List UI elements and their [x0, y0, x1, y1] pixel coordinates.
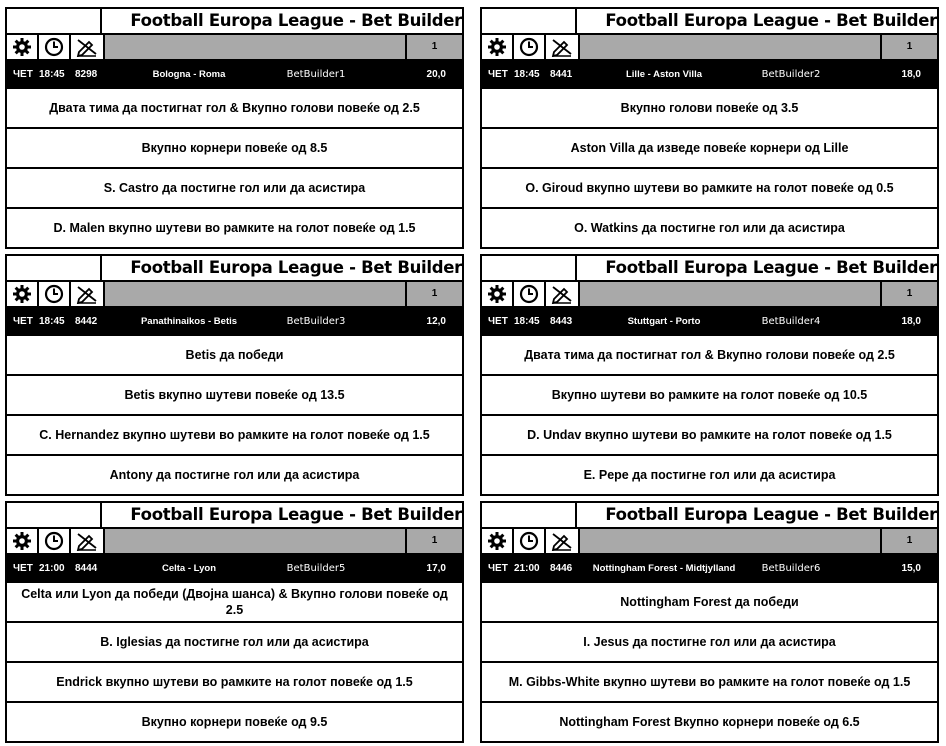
gear-icon[interactable]	[482, 282, 514, 306]
card-header	[482, 256, 937, 282]
picks-list	[482, 583, 937, 741]
pick-item: S. Castro да постигне гол или да асистира	[7, 169, 462, 209]
match-day: ЧЕТ	[488, 316, 508, 327]
no-edit-icon[interactable]	[71, 282, 105, 306]
pick-item: C. Hernandez вкупно шутеви во рамките на голот повеќе од 1.5	[7, 416, 462, 456]
pick-item: Вкупно корнери повеќе од 8.5	[7, 129, 462, 169]
card-title: Football Europa League - Bet Builder	[605, 11, 937, 30]
picks-list	[7, 583, 462, 741]
picks-list	[482, 89, 937, 247]
no-edit-icon[interactable]	[546, 529, 580, 553]
toolbar	[482, 35, 937, 60]
match-odds: 18,0	[901, 69, 921, 80]
bet-card	[480, 7, 939, 249]
no-edit-icon[interactable]	[71, 35, 105, 59]
match-odds: 12,0	[426, 316, 446, 327]
match-day: ЧЕТ	[488, 69, 508, 80]
clock-icon[interactable]	[39, 282, 71, 306]
header-spacer	[7, 256, 102, 280]
pick-item: B. Iglesias да постигне гол или да асистира	[7, 623, 462, 663]
no-edit-icon[interactable]	[546, 35, 580, 59]
header-spacer	[7, 9, 102, 33]
pick-item: D. Malen вкупно шутеви во рамките на голот повеќе од 1.5	[53, 221, 416, 235]
card-title: Football Europa League - Bet Builder	[605, 505, 937, 524]
pick-item: M. Gibbs-White вкупно шутеви во рамките на голот повеќе од 1.5	[482, 663, 937, 703]
card-header	[7, 256, 462, 282]
match-row	[482, 554, 937, 583]
card-title: Football Europa League - Bet Builder	[130, 11, 462, 30]
pick-item: Nottingham Forest Вкупно корнери повеќе од 6.5	[559, 715, 860, 729]
pick-item: E. Pepe да постигне гол или да асистира	[583, 468, 836, 482]
match-teams: Nottingham Forest - Midtjylland	[592, 563, 736, 574]
count-value: 1	[405, 282, 462, 306]
bet-builder-label: BetBuilder4	[761, 316, 821, 327]
pick-item: O. Watkins да постигне гол или да асистира	[574, 221, 845, 235]
match-day: ЧЕТ	[13, 563, 33, 574]
card-title: Football Europa League - Bet Builder	[130, 258, 462, 277]
count-value: 1	[405, 529, 462, 553]
card-header	[482, 9, 937, 35]
bet-builder-label: BetBuilder3	[286, 316, 346, 327]
card-title: Football Europa League - Bet Builder	[130, 505, 462, 524]
match-code: 8442	[75, 316, 98, 327]
pick-item: Двата тима да постигнат гол & Вкупно голови повеќе од 2.5	[7, 89, 462, 129]
match-teams: Panathinaikos - Betis	[140, 316, 238, 327]
toolbar-fill	[580, 282, 880, 306]
header-spacer	[482, 256, 577, 280]
bet-builder-label: BetBuilder6	[761, 563, 821, 574]
pick-item: Вкупно корнери повеќе од 9.5	[141, 715, 328, 729]
clock-icon[interactable]	[514, 282, 546, 306]
count-value: 1	[880, 35, 937, 59]
picks-list	[7, 336, 462, 494]
card-header	[7, 503, 462, 529]
picks-list	[7, 89, 462, 247]
gear-icon[interactable]	[7, 529, 39, 553]
match-row	[7, 307, 462, 336]
bet-builder-label: BetBuilder2	[761, 69, 821, 80]
match-odds: 17,0	[426, 563, 446, 574]
toolbar-fill	[105, 35, 405, 59]
toolbar	[7, 35, 462, 60]
match-teams: Lille - Aston Villa	[625, 69, 702, 80]
no-edit-icon[interactable]	[546, 282, 580, 306]
match-code: 8441	[550, 69, 573, 80]
match-teams: Stuttgart - Porto	[627, 316, 701, 327]
pick-item: D. Undav вкупно шутеви во рамките на голот повеќе од 1.5	[482, 416, 937, 456]
no-edit-icon[interactable]	[71, 529, 105, 553]
gear-icon[interactable]	[482, 529, 514, 553]
match-row	[7, 60, 462, 89]
count-value: 1	[405, 35, 462, 59]
bet-card	[480, 501, 939, 743]
match-row	[7, 554, 462, 583]
bet-builder-label: BetBuilder5	[286, 563, 346, 574]
count-value: 1	[880, 529, 937, 553]
pick-item: Betis да победи	[7, 336, 462, 376]
match-code: 8446	[550, 563, 573, 574]
pick-item: Antony да постигне гол или да асистира	[109, 468, 360, 482]
match-code: 8443	[550, 316, 573, 327]
bet-card	[5, 254, 464, 496]
toolbar	[482, 282, 937, 307]
match-row	[482, 307, 937, 336]
bet-card	[5, 7, 464, 249]
toolbar	[7, 529, 462, 554]
pick-item: Nottingham Forest да победи	[482, 583, 937, 623]
match-odds: 18,0	[901, 316, 921, 327]
pick-item: Aston Villa да изведе повеќе корнери од Lille	[482, 129, 937, 169]
clock-icon[interactable]	[39, 35, 71, 59]
pick-item: Вкупно голови повеќе од 3.5	[482, 89, 937, 129]
pick-item: O. Giroud вкупно шутеви во рамките на голот повеќе од 0.5	[482, 169, 937, 209]
count-value: 1	[880, 282, 937, 306]
toolbar-fill	[580, 529, 880, 553]
match-time: 21:00	[514, 563, 540, 574]
gear-icon[interactable]	[482, 35, 514, 59]
match-day: ЧЕТ	[13, 316, 33, 327]
pick-item: I. Jesus да постигне гол или да асистира	[482, 623, 937, 663]
card-header	[482, 503, 937, 529]
pick-item: Двата тима да постигнат гол & Вкупно голови повеќе од 2.5	[482, 336, 937, 376]
match-teams: Celta - Lyon	[161, 563, 216, 574]
pick-item: Вкупно шутеви во рамките на голот повеќе од 10.5	[482, 376, 937, 416]
pick-item: Endrick вкупно шутеви во рамките на голот повеќе од 1.5	[7, 663, 462, 703]
bet-builder-label: BetBuilder1	[286, 69, 346, 80]
toolbar	[482, 529, 937, 554]
gear-icon[interactable]	[7, 35, 39, 59]
match-teams: Bologna - Roma	[152, 69, 226, 80]
gear-icon[interactable]	[7, 282, 39, 306]
pick-item: Betis вкупно шутеви повеќе од 13.5	[7, 376, 462, 416]
pick-item: Celta или Lyon да победи (Двојна шанса) & Вкупно голови повеќе од 2.5	[7, 583, 462, 623]
match-time: 18:45	[514, 69, 540, 80]
match-time: 18:45	[39, 316, 65, 327]
match-day: ЧЕТ	[13, 69, 33, 80]
clock-icon[interactable]	[39, 529, 71, 553]
toolbar-fill	[105, 529, 405, 553]
match-code: 8298	[75, 69, 98, 80]
card-title: Football Europa League - Bet Builder	[605, 258, 937, 277]
toolbar-fill	[105, 282, 405, 306]
picks-list	[482, 336, 937, 494]
clock-icon[interactable]	[514, 529, 546, 553]
toolbar-fill	[580, 35, 880, 59]
toolbar	[7, 282, 462, 307]
match-time: 18:45	[39, 69, 65, 80]
match-row	[482, 60, 937, 89]
match-time: 18:45	[514, 316, 540, 327]
match-day: ЧЕТ	[488, 563, 508, 574]
bet-card	[5, 501, 464, 743]
match-code: 8444	[75, 563, 98, 574]
header-spacer	[7, 503, 102, 527]
card-header	[7, 9, 462, 35]
header-spacer	[482, 9, 577, 33]
match-odds: 15,0	[901, 563, 921, 574]
match-time: 21:00	[39, 563, 65, 574]
header-spacer	[482, 503, 577, 527]
bet-card	[480, 254, 939, 496]
match-odds: 20,0	[426, 69, 446, 80]
clock-icon[interactable]	[514, 35, 546, 59]
